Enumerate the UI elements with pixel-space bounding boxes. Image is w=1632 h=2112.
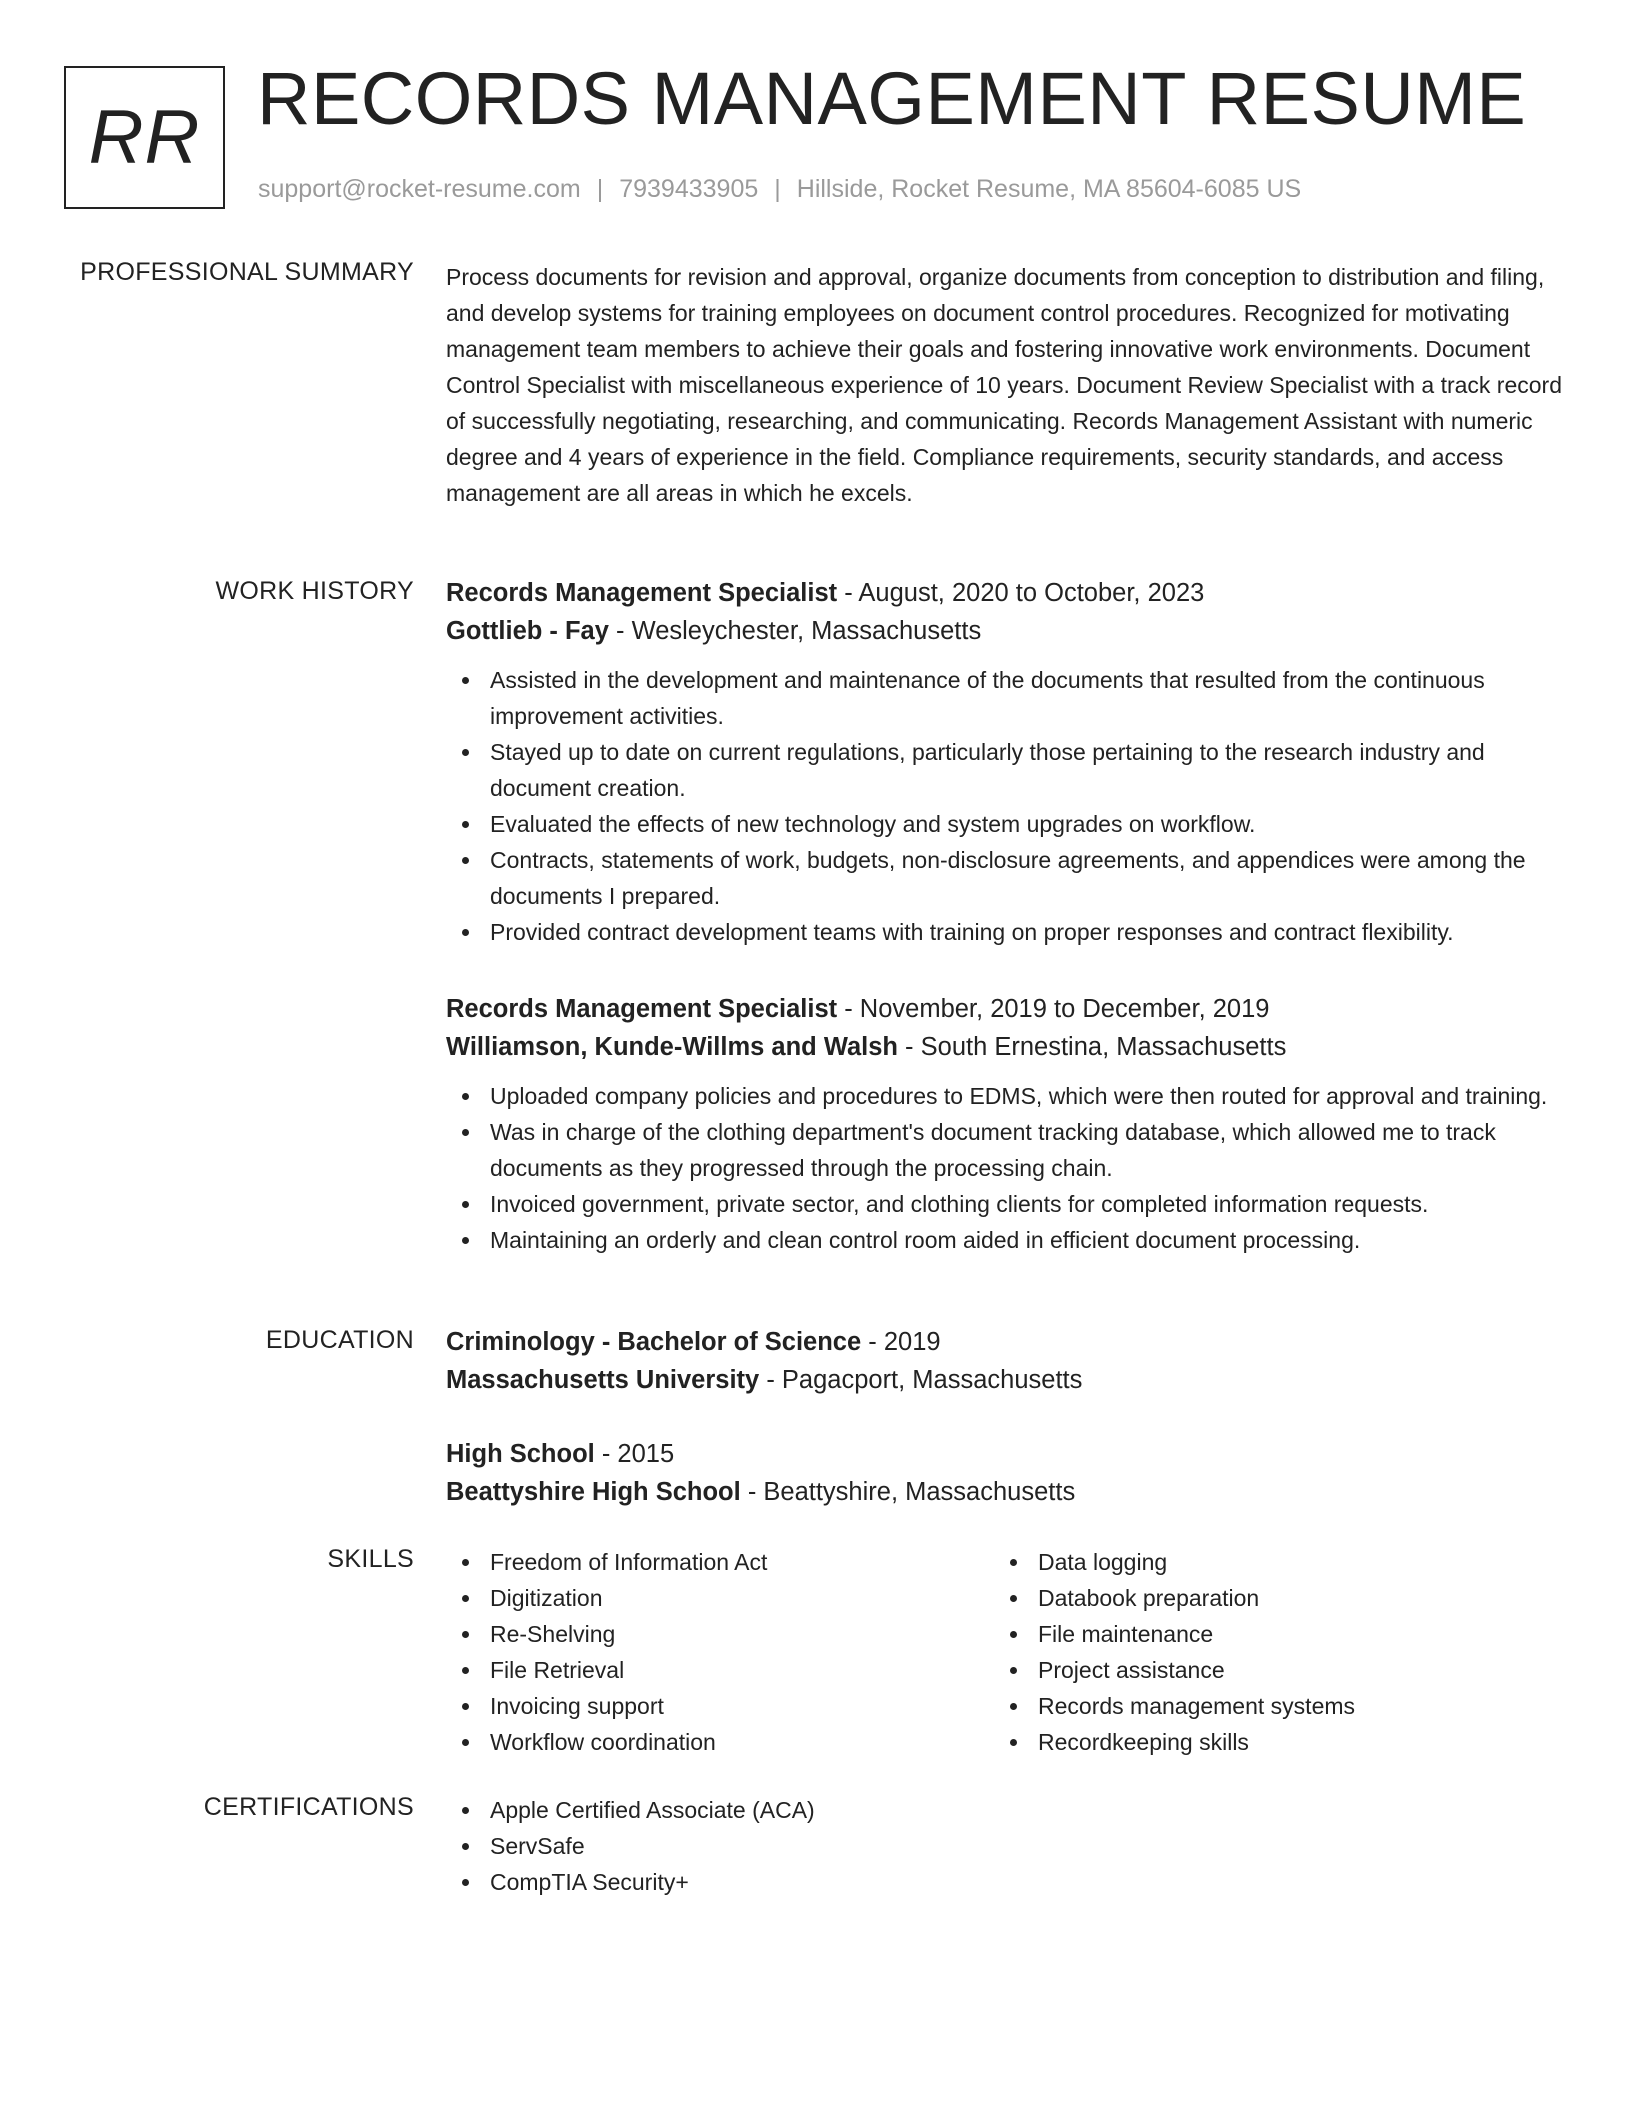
list-item: Stayed up to date on current regulations, particularly those pertaining to the research industry and document creation.	[446, 734, 1562, 806]
education-body	[446, 1323, 1562, 1511]
contact-line	[258, 175, 1301, 204]
job-title-line	[446, 990, 1562, 1028]
list-item: Evaluated the effects of new technology and system upgrades on workflow.	[446, 806, 1562, 842]
skill-item: Databook preparation	[994, 1580, 1542, 1616]
work-history-body	[446, 574, 1562, 1258]
summary-text: Process documents for revision and approval, organize documents from conception to distribution and filing, and develop systems for training employees on document control procedures. Recognized for motivating management team members to achieve their goals and fostering innovative work environments. Document Control Specialist with miscellaneous experience of 10 years. Document Review Specialist with a track record of successfully negotiating, researching, and communicating. Records Management Assistant with numeric degree and 4 years of experience in the field. Compliance requirements, security standards, and access management are all areas in which he excels.	[446, 264, 1562, 506]
skills-body	[446, 1544, 1562, 1760]
school-location: - Pagacport, Massachusetts	[759, 1366, 1083, 1394]
skills-column-right	[994, 1544, 1542, 1760]
contact-email[interactable]: support@rocket-resume.com	[258, 175, 581, 203]
skill-item: Recordkeeping skills	[994, 1724, 1542, 1760]
degree-year: - 2015	[594, 1440, 675, 1468]
job-title-line	[446, 574, 1562, 612]
education-entry	[446, 1323, 1562, 1399]
job-dates: - August, 2020 to October, 2023	[837, 579, 1205, 607]
job-entry	[446, 574, 1562, 950]
degree-line	[446, 1323, 1562, 1361]
school-line	[446, 1473, 1562, 1511]
skill-item: Project assistance	[994, 1652, 1542, 1688]
skills-list	[446, 1544, 994, 1760]
skills-heading: SKILLS	[327, 1545, 414, 1573]
skill-item: File Retrieval	[446, 1652, 994, 1688]
list-item: Was in charge of the clothing department's document tracking database, which allowed me to track documents as they progressed through the processing chain.	[446, 1114, 1562, 1186]
school-name: Beattyshire High School	[446, 1478, 741, 1506]
work-history-heading: WORK HISTORY	[215, 577, 414, 605]
certifications-list	[446, 1792, 1562, 1900]
resume-title: RECORDS MANAGEMENT RESUME	[257, 57, 1527, 140]
job-entry	[446, 990, 1562, 1258]
job-company-line	[446, 1028, 1562, 1066]
contact-phone[interactable]: 7939433905	[619, 175, 759, 203]
skill-item: File maintenance	[994, 1616, 1542, 1652]
skills-column-left	[446, 1544, 994, 1760]
degree-line	[446, 1435, 1562, 1473]
skill-item: Data logging	[994, 1544, 1542, 1580]
summary-heading: PROFESSIONAL SUMMARY	[80, 258, 414, 286]
job-bullets	[446, 662, 1562, 950]
certification-item: CompTIA Security+	[446, 1864, 1562, 1900]
list-item: Uploaded company policies and procedures to EDMS, which were then routed for approval and training.	[446, 1078, 1562, 1114]
certification-item: Apple Certified Associate (ACA)	[446, 1792, 1562, 1828]
certification-item: ServSafe	[446, 1828, 1562, 1864]
monogram-box	[64, 66, 225, 209]
job-company: Gottlieb - Fay	[446, 617, 609, 645]
school-line	[446, 1361, 1562, 1399]
job-title: Records Management Specialist	[446, 995, 838, 1023]
skill-item: Re-Shelving	[446, 1616, 994, 1652]
education-entry	[446, 1435, 1562, 1511]
education-heading: EDUCATION	[265, 1326, 414, 1354]
job-dates: - November, 2019 to December, 2019	[837, 995, 1270, 1023]
skill-item: Invoicing support	[446, 1688, 994, 1724]
degree-year: - 2019	[861, 1328, 941, 1356]
job-company: Williamson, Kunde-Willms and Walsh	[446, 1033, 898, 1061]
skill-item: Records management systems	[994, 1688, 1542, 1724]
school-location: - Beattyshire, Massachusetts	[740, 1478, 1076, 1506]
skills-grid	[446, 1544, 1562, 1760]
job-location: - South Ernestina, Massachusetts	[897, 1033, 1287, 1061]
list-item: Assisted in the development and maintenance of the documents that resulted from the continuous improvement activities.	[446, 662, 1562, 734]
skill-item: Digitization	[446, 1580, 994, 1616]
contact-separator: |	[596, 175, 604, 203]
degree-name: Criminology - Bachelor of Science	[446, 1328, 862, 1356]
monogram-initials: RR	[88, 95, 201, 180]
certifications-heading: CERTIFICATIONS	[203, 1793, 414, 1821]
list-item: Provided contract development teams with training on proper responses and contract flexibility.	[446, 914, 1562, 950]
skill-item: Freedom of Information Act	[446, 1544, 994, 1580]
job-title: Records Management Specialist	[446, 579, 838, 607]
certifications-body	[446, 1792, 1562, 1900]
skills-list	[994, 1544, 1542, 1760]
contact-separator: |	[774, 175, 781, 203]
list-item: Invoiced government, private sector, and clothing clients for completed information requests.	[446, 1186, 1562, 1222]
job-location: - Wesleychester, Massachusetts	[608, 617, 982, 645]
skill-item: Workflow coordination	[446, 1724, 994, 1760]
summary-body	[446, 258, 1562, 511]
degree-name: High School	[446, 1440, 595, 1468]
contact-address: Hillside, Rocket Resume, MA 85604-6085 US	[796, 175, 1302, 203]
job-bullets	[446, 1078, 1562, 1258]
school-name: Massachusetts University	[446, 1366, 760, 1394]
list-item: Maintaining an orderly and clean control room aided in efficient document processing.	[446, 1222, 1562, 1258]
list-item: Contracts, statements of work, budgets, non-disclosure agreements, and appendices were among the documents I prepared.	[446, 842, 1562, 914]
job-company-line	[446, 612, 1562, 650]
